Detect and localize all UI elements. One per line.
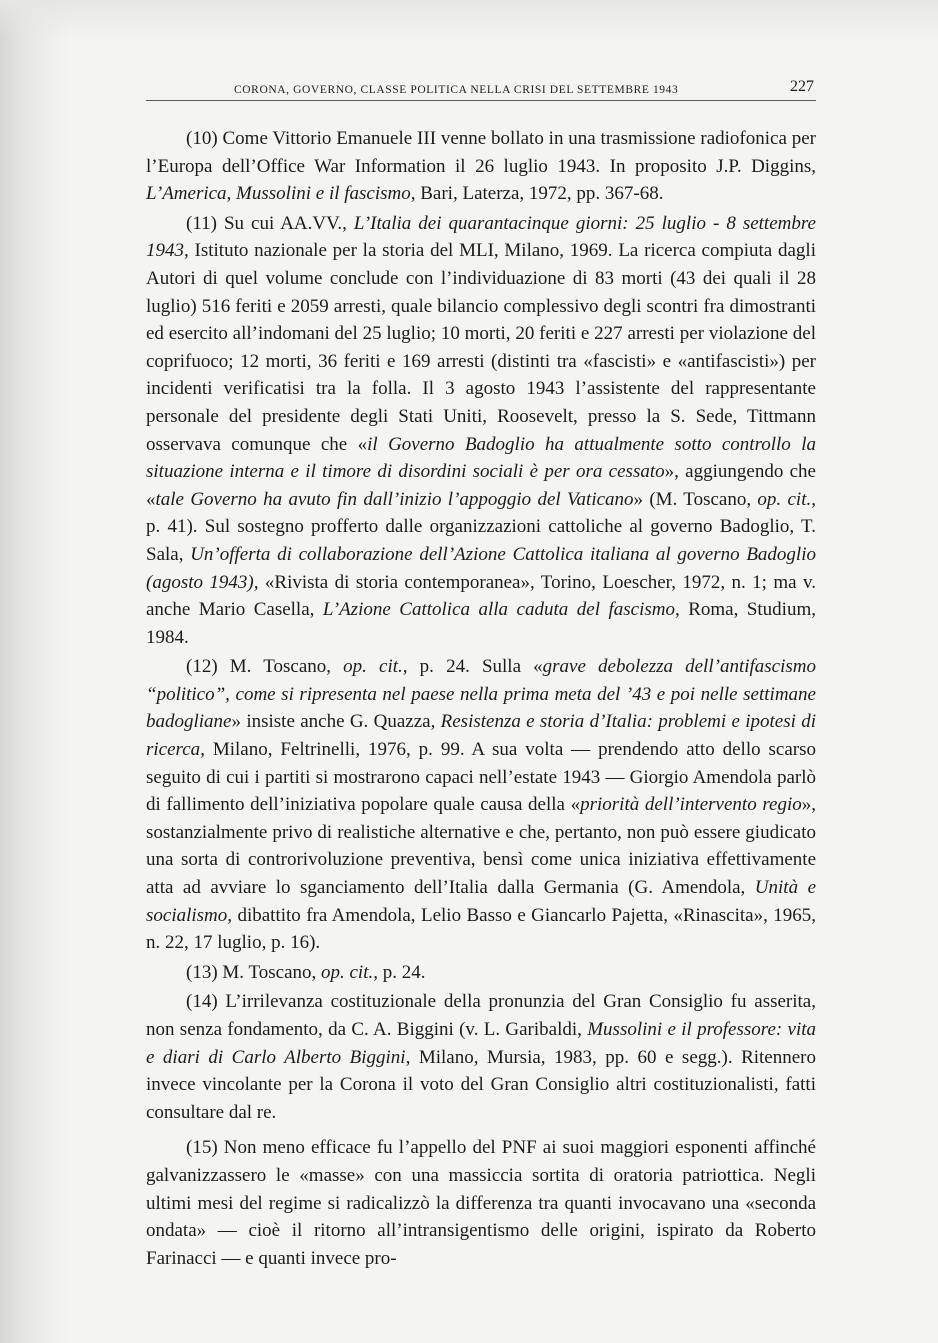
footnote-text: Su cui AA.VV., [216,212,354,234]
footnote-text: », sostanzialmente privo di realistiche alternative e che, pertanto, non può essere giudicato una sorta di controrivoluzione preventiva, bensì come unica iniziativa effettivamente atta ad avviare lo sganciamento dell’Italia dalla Germania (G. Amendola, [146,794,816,899]
footnote-italic-text: L’Italia dei quarantacinque giorni: 25 luglio - 8 settembre 1943, [146,212,816,262]
running-title: CORONA, GOVERNO, CLASSE POLITICA NELLA CRISI DEL SETTEMBRE 1943 [234,84,679,96]
footnote-text: p. 41). Sul sostegno profferto dalle organizzazioni cattoliche al governo Badoglio, T. Sala, [146,516,816,565]
footnote-number: (11) [186,212,217,234]
footnote-text: Roma, Studium, 1984. [146,599,816,648]
footnote-text: » (M. Toscano, [633,488,758,510]
footnote-italic-text: Un’offerta di collaborazione dell’Azione Cattolica italiana al governo Badoglio (agosto 1943), [146,543,816,593]
footnote-text: Milano, Mursia, 1983, pp. 60 e segg.). Ritennero invece vincolante per la Corona il voto del Gran Consiglio altri costituzionalisti, fatti consultare dal re. [146,1046,816,1123]
footnote-number: (15) [186,1137,218,1159]
footnote-italic-text: tale Governo ha avuto fin dall’inizio l’appoggio del Vaticano [155,488,634,510]
footnote-italic-text: il Governo Badoglio ha attualmente sotto controllo la situazione interna e il timore di disordini sociali è per ora cessato [146,433,816,483]
footnote-italic-text: grave debolezza dell’antifascismo “politico”, come si ripresenta nel paese nella prima meta del ’43 e poi nelle settimane badogliane [146,656,816,733]
footnote-italic-text: op. cit., [343,656,408,678]
footnote-text: Istituto nazionale per la storia del MLI, Milano, 1969. La ricerca compiuta dagli Autori di quel volume conclude con l’individuazione di 83 morti (43 dei quali il 28 luglio) 516 feriti e 2059 arresti, quale bilancio complessivo degli scontri fra dimostranti ed esercito all’indomani del 25 luglio; 10 morti, 20 feriti e 227 arresti per violazione del coprifuoco; 12 morti, 36 feriti e 169 arresti (distinti tra «fascisti» e «antifascisti») per incidenti verificatisi tra la folla. Il 3 agosto 1943 l’assistente del rappresentante personale del presidente degli Stati Uniti, Roosevelt, presso la S. Sede, Tittmann osservava comunque che « [146,240,816,455]
footnote-text: Non meno efficace fu l’appello del PNF ai suoi maggiori esponenti affinché galvanizzassero le «masse» con una massiccia sortita di oratoria patriottica. Negli ultimi mesi del regime si radicalizzò la differenza tra quanti invocavano una «seconda ondata» — cioè il ritorno all’intransigentismo delle origini, ispirato da Roberto Farinacci — e quanti invece pro- [146,1137,816,1269]
footnote-10 [146,125,816,208]
running-header [146,74,816,101]
footnote-number: (10) [186,128,218,149]
footnote-italic-text: op. cit., [321,961,378,983]
footnote-11 [146,210,816,652]
footnote-italic-text: priorità dell’intervento regio [580,794,802,816]
scan-shadow [0,0,70,1343]
footnote-text: p. 24. [378,961,426,983]
footnote-14 [146,988,816,1126]
footnote-text: M. Toscano, [217,656,344,678]
page-number: 227 [790,78,814,95]
footnote-text: dibattito fra Amendola, Lelio Basso e Giancarlo Pajetta, «Rinascita», 1965, n. 22, 17 luglio, p. 16). [146,904,816,954]
footnote-text: Come Vittorio Emanuele III venne bollato in una trasmissione radiofonica per l’Europa dell’Office War Information il 26 luglio 1943. In proposito J.P. Diggins, [146,128,816,177]
footnote-italic-text: op. cit., [757,488,816,510]
footnote-text: », aggiungendo che « [146,461,816,510]
footnote-text: p. 24. Sulla « [407,656,543,678]
footnote-italic-text: Resistenza e storia d’Italia: problemi e ipotesi di ricerca, [146,711,816,761]
footnote-text: » insiste anche G. Quazza, [231,711,441,733]
footnote-number: (13) [186,961,218,983]
footnote-italic-text: Unità e socialismo, [146,877,817,926]
footnote-italic-text: Mussolini e il professore: vita e diari di Carlo Alberto Biggini, [146,1019,816,1068]
footnotes [146,125,816,1272]
footnote-text: «Rivista di storia contemporanea», Torino, Loescher, 1972, n. 1; ma v. anche Mario Casella, [146,571,816,621]
footnote-number: (14) [186,991,218,1013]
footnote-text: Bari, Laterza, 1972, pp. 367-68. [415,183,664,205]
footnote-text: L’irrilevanza costituzionale della pronunzia del Gran Consiglio fu asserita, non senza fondamento, da C. A. Biggini (v. L. Garibaldi, [146,991,816,1040]
footnote-text: M. Toscano, [217,961,321,983]
footnote-text: Milano, Feltrinelli, 1976, p. 99. A sua volta — prendendo atto dello scarso seguito di cui i partiti si mostrarono capaci nell’estate 1943 — Giorgio Amendola parlò di fallimento dell’iniziativa popolare quale causa della « [146,739,816,816]
book-page [146,74,816,1274]
scan-shadow-top [0,0,938,40]
footnote-italic-text: L’Azione Cattolica alla caduta del fascismo, [322,599,680,621]
footnote-italic-text: L’America, Mussolini e il fascismo, [146,183,416,205]
footnote-12 [146,653,816,957]
footnote-13 [146,959,816,987]
footnote-15 [146,1134,816,1272]
footnote-number: (12) [186,656,218,678]
